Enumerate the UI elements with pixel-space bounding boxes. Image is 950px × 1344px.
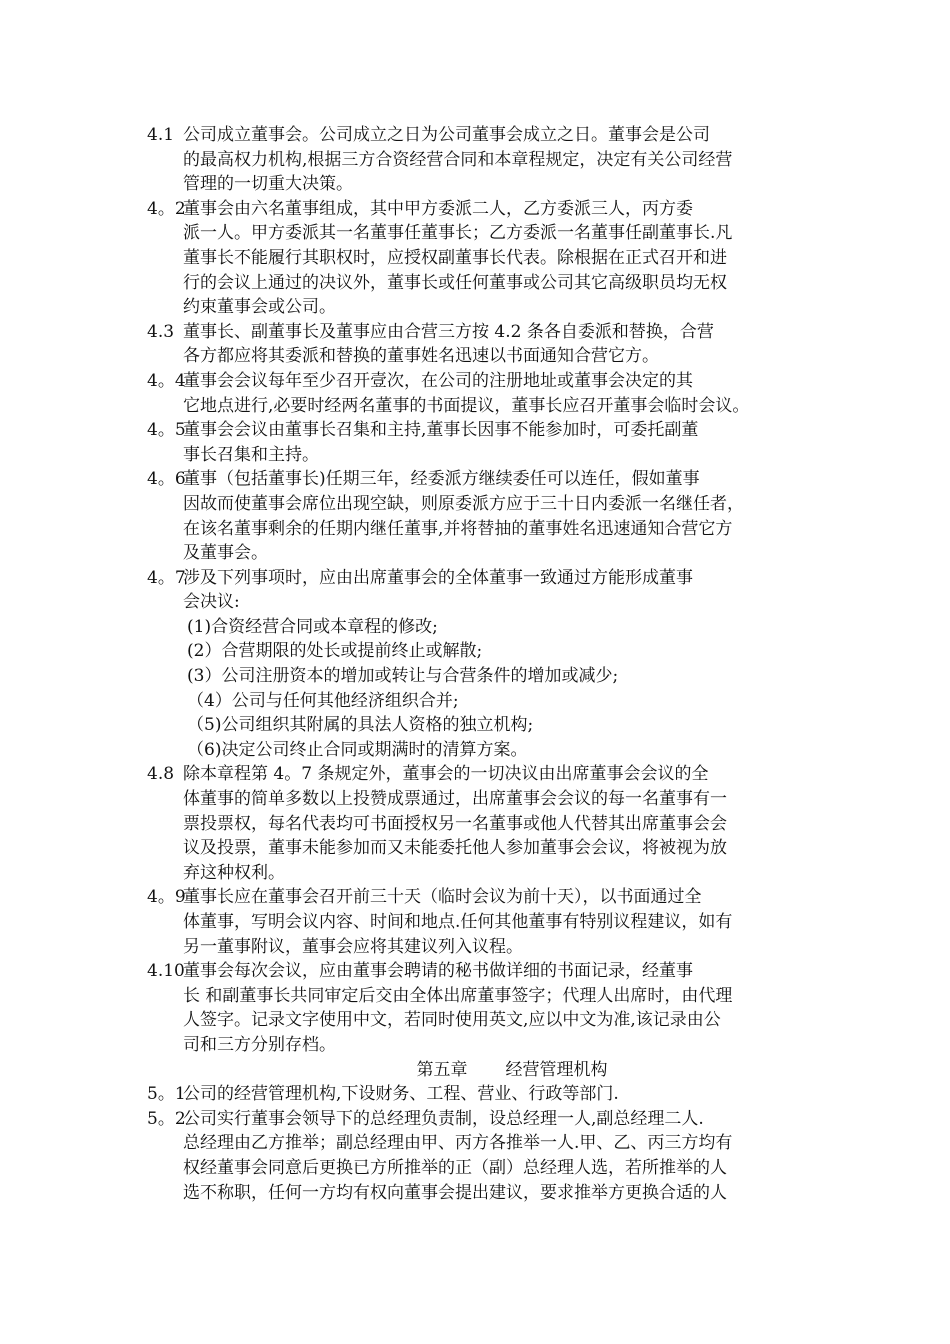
clause-number: 4。2 xyxy=(147,198,186,219)
clause-4-7-items xyxy=(147,615,817,763)
clause-number: 4.8 xyxy=(147,764,175,785)
clause-text-line: 除本章程第 4。7 条规定外，董事会的一切决议由出席董事会会议的全 xyxy=(183,764,709,785)
document-body xyxy=(147,123,817,1205)
clause-text-line: 体董事的简单多数以上投赞成票通过，出席董事会会议的每一名董事有一 xyxy=(183,789,727,810)
clause-text-line: 票投票权，每名代表均可书面授权另一名董事或他人代替其出席董事会会 xyxy=(183,813,727,834)
clause-text-line: 弃这种权利。 xyxy=(183,862,285,883)
chapter-number: 第五章 xyxy=(416,1059,468,1080)
clause-5-2 xyxy=(147,1107,817,1205)
clause-4-10 xyxy=(147,959,817,1057)
clause-text-line: 体董事，写明会议内容、时间和地点.任何其他董事有特别议程建议，如有 xyxy=(183,912,733,932)
clause-4-2 xyxy=(147,197,817,320)
clause-text-line: 董事（包括董事长)任期三年，经委派方继续委任可以连任，假如董事 xyxy=(183,469,700,490)
clause-text-line: 董事会每次会议，应由董事会聘请的秘书做详细的书面记录，经董事 xyxy=(183,961,693,982)
list-item: (3）公司注册资本的增加或转让与合营条件的增加或减少; xyxy=(187,666,619,687)
chapter-title: 经营管理机构 xyxy=(505,1059,608,1080)
clause-text-line: 董事会由六名董事组成，其中甲方委派二人，乙方委派三人，丙方委 xyxy=(183,198,693,219)
clause-text-line: 派一人。甲方委派其一名董事任董事长；乙方委派一名董事任副董事长.凡 xyxy=(183,223,733,244)
clause-number: 4。7 xyxy=(147,567,186,588)
clause-text-line: 它地点进行,必要时经两名董事的书面提议，董事长应召开董事会临时会议。 xyxy=(183,395,750,416)
clause-text-line: 约束董事会或公司。 xyxy=(183,297,336,318)
clause-text-line: 董事长、副董事长及董事应由合营三方按 4.2 条各自委派和替换，合营 xyxy=(183,321,714,342)
clause-text-line: 长 和副董事长共同审定后交由全体出席董事签字；代理人出席时，由代理 xyxy=(183,985,733,1006)
list-item: （5)公司组织其附属的具法人资格的独立机构; xyxy=(187,715,534,736)
list-item: (2）合营期限的处长或提前终止或解散; xyxy=(187,641,483,662)
clause-text-line: 的最高权力机构,根据三方合资经营合同和本章程规定，决定有关公司经营 xyxy=(183,149,733,170)
clause-text-line: 董事会会议每年至少召开壹次，在公司的注册地址或董事会决定的其 xyxy=(183,370,693,391)
clause-text-line: 在该名董事剩余的任期内继任董事,并将替抽的董事姓名迅速通知合营它方 xyxy=(183,518,733,539)
clause-text-line: 总经理由乙方推举；副总经理由甲、丙方各推举一人.甲、乙、丙三方均有 xyxy=(183,1133,733,1154)
list-item: （6)决定公司终止合同或期满时的清算方案。 xyxy=(187,739,528,760)
clause-text-line: 权经董事会同意后更换已方所推举的正（副）总经理人选，若所推举的人 xyxy=(183,1157,727,1178)
clause-text-line: 公司的经营管理机构,下设财务、工程、营业、行政等部门. xyxy=(183,1084,619,1105)
clause-number: 4。6 xyxy=(147,469,186,490)
clause-text-line: 公司实行董事会领导下的总经理负责制，设总经理一人,副总经理二人. xyxy=(183,1108,704,1129)
clause-number: 5。1 xyxy=(147,1084,186,1105)
list-item: （4）公司与任何其他经济组织合并; xyxy=(187,690,459,711)
chapter-heading xyxy=(147,1058,817,1083)
clause-4-8 xyxy=(147,762,817,885)
clause-4-6 xyxy=(147,467,817,565)
clause-number: 4。9 xyxy=(147,887,186,908)
clause-text-line: 行的会议上通过的决议外，董事长或任何董事或公司其它高级职员均无权 xyxy=(183,272,727,293)
clause-text-line: 议及投票，董事未能参加而又未能委托他人参加董事会会议，将被视为放 xyxy=(183,838,727,859)
clause-text-line: 管理的一切重大决策。 xyxy=(183,174,353,195)
clause-text-line: 公司成立董事会。公司成立之日为公司董事会成立之日。董事会是公司 xyxy=(183,125,710,145)
list-item: (1)合资经营合同或本章程的修改; xyxy=(187,616,438,637)
clause-text-line: 各方都应将其委派和替换的董事姓名迅速以书面通知合营它方。 xyxy=(183,346,659,367)
clause-4-4 xyxy=(147,369,817,418)
clause-number: 5。2 xyxy=(147,1108,186,1129)
clause-text-line: 会决议: xyxy=(183,592,240,613)
clause-4-5 xyxy=(147,418,817,467)
clause-text-line: 另一董事附议，董事会应将其建议列入议程。 xyxy=(183,936,523,957)
clause-number: 4.3 xyxy=(147,321,175,342)
clause-number: 4。5 xyxy=(147,420,186,441)
clause-text-line: 因故而使董事会席位出现空缺，则原委派方应于三十日内委派一名继任者， xyxy=(183,493,744,514)
clause-text-line: 人签字。记录文字使用中文，若同时使用英文,应以中文为准,该记录由公 xyxy=(183,1010,721,1031)
clause-4-7 xyxy=(147,566,817,615)
clause-number: 4.1 xyxy=(147,125,175,145)
clause-4-1 xyxy=(147,123,817,197)
clause-text-line: 司和三方分别存档。 xyxy=(183,1034,336,1055)
clause-text-line: 董事长不能履行其职权时，应授权副董事长代表。除根据在正式召开和进 xyxy=(183,247,727,268)
clause-text-line: 涉及下列事项时，应由出席董事会的全体董事一致通过方能形成董事 xyxy=(183,567,693,588)
clause-4-3 xyxy=(147,320,817,369)
clause-number: 4。4 xyxy=(147,370,186,391)
clause-text-line: 事长召集和主持。 xyxy=(183,444,319,465)
clause-4-9 xyxy=(147,885,817,959)
clause-text-line: 董事长应在董事会召开前三十天（临时会议为前十天），以书面通过全 xyxy=(183,887,702,908)
clause-number: 4.10 xyxy=(147,961,185,982)
clause-text-line: 选不称职，任何一方均有权向董事会提出建议，要求推举方更换合适的人 xyxy=(183,1182,727,1203)
clause-5-1 xyxy=(147,1082,817,1107)
clause-text-line: 及董事会。 xyxy=(183,543,268,564)
clause-text-line: 董事会会议由董事长召集和主持,董事长因事不能参加时，可委托副董 xyxy=(183,420,699,441)
